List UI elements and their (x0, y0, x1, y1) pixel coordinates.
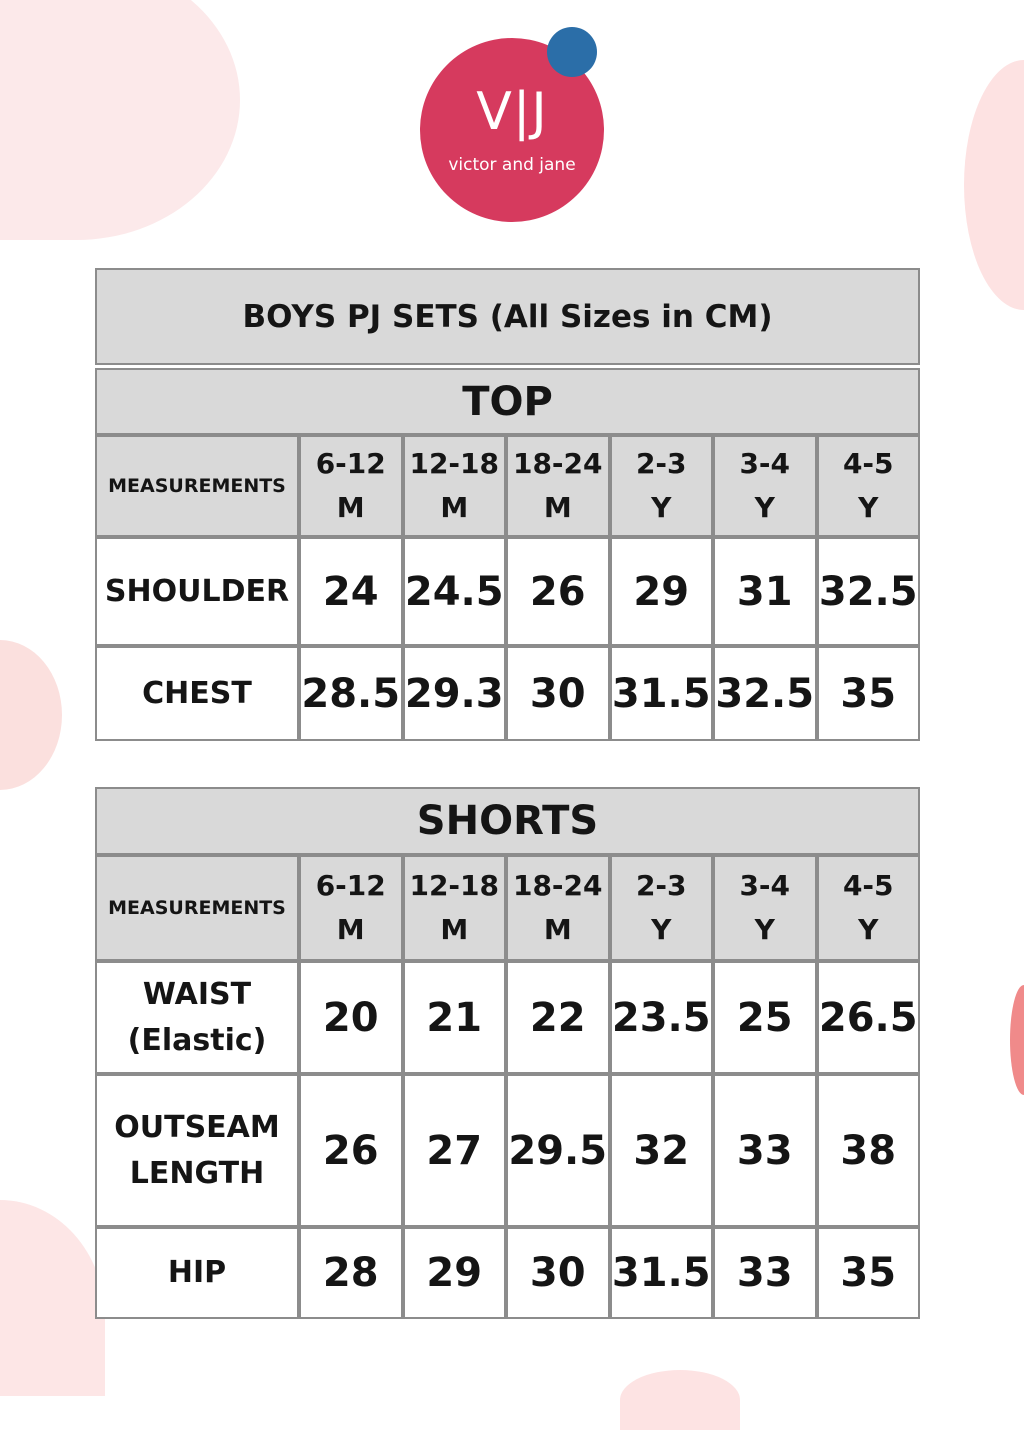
top-size-table (95, 268, 920, 741)
value-cell: 20 (299, 961, 403, 1074)
value-cell: 35 (817, 1227, 921, 1319)
value-cell: 23.5 (610, 961, 714, 1074)
decor-blob (0, 640, 62, 790)
header-size: 2-3 Y (610, 855, 714, 961)
value-cell: 33 (713, 1074, 817, 1227)
value-cell: 29.3 (403, 646, 507, 741)
value-cell: 32.5 (817, 537, 921, 646)
value-cell: 30 (506, 646, 610, 741)
table-row (95, 1074, 920, 1227)
decor-blob (964, 60, 1024, 310)
value-cell: 25 (713, 961, 817, 1074)
value-cell: 33 (713, 1227, 817, 1319)
value-cell: 24 (299, 537, 403, 646)
value-cell: 31.5 (610, 646, 714, 741)
header-measurements: MEASUREMENTS (95, 435, 299, 537)
header-size: 18-24 M (506, 855, 610, 961)
row-label: WAIST (Elastic) (95, 961, 299, 1074)
header-size: 12-18 M (403, 855, 507, 961)
shorts-size-table (95, 787, 920, 1319)
value-cell: 32 (610, 1074, 714, 1227)
header-size: 6-12 M (299, 435, 403, 537)
value-cell: 22 (506, 961, 610, 1074)
header-size: 4-5 Y (817, 435, 921, 537)
table-row (95, 646, 920, 741)
value-cell: 29 (403, 1227, 507, 1319)
header-size: 3-4 Y (713, 855, 817, 961)
header-size: 2-3 Y (610, 435, 714, 537)
header-size: 4-5 Y (817, 855, 921, 961)
value-cell: 21 (403, 961, 507, 1074)
table-title: BOYS PJ SETS (All Sizes in CM) (95, 268, 920, 365)
row-label: CHEST (95, 646, 299, 741)
value-cell: 29 (610, 537, 714, 646)
value-cell: 26 (506, 537, 610, 646)
table-row (95, 1227, 920, 1319)
header-measurements: MEASUREMENTS (95, 855, 299, 961)
value-cell: 31.5 (610, 1227, 714, 1319)
value-cell: 24.5 (403, 537, 507, 646)
value-cell: 26 (299, 1074, 403, 1227)
value-cell: 35 (817, 646, 921, 741)
header-size: 3-4 Y (713, 435, 817, 537)
decor-blob (0, 1200, 105, 1396)
header-size: 18-24 M (506, 435, 610, 537)
value-cell: 26.5 (817, 961, 921, 1074)
header-size: 6-12 M (299, 855, 403, 961)
value-cell: 28 (299, 1227, 403, 1319)
row-label: SHOULDER (95, 537, 299, 646)
value-cell: 29.5 (506, 1074, 610, 1227)
decor-blob (620, 1370, 740, 1430)
logo-name: victor and jane (448, 155, 576, 175)
row-label: HIP (95, 1227, 299, 1319)
value-cell: 27 (403, 1074, 507, 1227)
value-cell: 38 (817, 1074, 921, 1227)
header-size: 12-18 M (403, 435, 507, 537)
decor-blob (0, 0, 240, 240)
table-row (95, 961, 920, 1074)
value-cell: 28.5 (299, 646, 403, 741)
section-title-top: TOP (95, 368, 920, 435)
value-cell: 31 (713, 537, 817, 646)
table-row (95, 537, 920, 646)
row-label: OUTSEAM LENGTH (95, 1074, 299, 1227)
value-cell: 30 (506, 1227, 610, 1319)
logo-mark: V|J (476, 82, 548, 142)
section-title-shorts: SHORTS (95, 787, 920, 855)
decor-blob (1010, 985, 1024, 1095)
value-cell: 32.5 (713, 646, 817, 741)
logo-dot-icon (547, 27, 597, 77)
